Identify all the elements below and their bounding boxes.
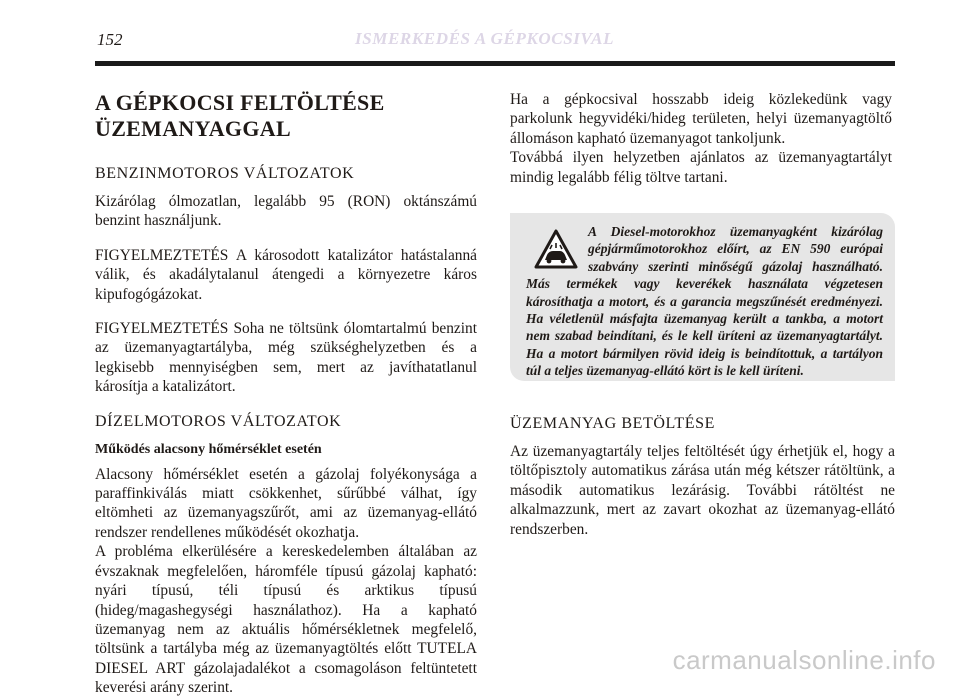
cold-weather-paragraph-2: A probléma elkerülésére a kereskedelemben általában az évszaknak megfelelően, háromféle típusú gázolaj kapható: nyári típusú, téli típusú és arktikus típusú (hideg/magashegységi használathoz). Ha a kapható üzemanyag nem az aktuális hőmérsékletnek megfelelő, töltsünk a tartályba még az üzemanyagtöltés előtt TUTELA DIESEL ART gázolajadalékot a csomagoláson feltüntetett keverési arány szerint. — [95, 543, 477, 697]
right-column-bottom — [510, 414, 895, 539]
page-number: 152 — [97, 30, 123, 49]
half-tank-paragraph: Továbbá ilyen helyzetben ajánlatos az üzemanyagtartályt mindig legalább félig töltve tartani. — [510, 149, 892, 186]
section-title — [95, 90, 477, 142]
left-column — [95, 90, 477, 698]
section-title-line2: ÜZEMANYAGGAL — [95, 116, 291, 141]
cold-weather-paragraph-1: Alacsony hőmérséklet esetén a gázolaj folyékonysága a paraffinkiválás miatt csökkenhet, sűrűbbé válhat, így eltömheti az üzemanyagszűrőt, ami az üzemanyag-ellátó rendszer rendellenes működését okozhatja. — [95, 465, 477, 541]
diesel-warning-box — [510, 213, 895, 381]
diesel-heading: DÍZELMOTOROS VÁLTOZATOK — [95, 412, 342, 430]
petrol-warning-1: FIGYELMEZTETÉS A károsodott katalizátor hatástalanná válik, és akadálytalanul átengedi a környezetre káros kipufogógázokat. — [95, 246, 477, 303]
car-damage-warning-icon — [534, 229, 578, 269]
section-title-line1: A GÉPKOCSI FELTÖLTÉSE — [95, 90, 385, 115]
mountain-paragraph: Ha a gépkocsival hosszabb ideig közlekedünk vagy parkolunk hegyvidéki/hideg területen, helyi üzemanyagtöltő állomáson kapható üzemanyagot tankoljunk. — [510, 91, 892, 147]
petrol-heading: BENZINMOTOROS VÁLTOZATOK — [95, 165, 355, 182]
diesel-warning-text: A Diesel-motorokhoz üzemanyagként kizárólag gépjárműmotorokhoz előírt, az EN 590 európai szabvány szerinti minőségű gázolaj használható. Más termékek vagy keverékek használata végzetesen károsíthatja a motort, és a garancia megszűnését eredményezi. Ha véletlenül másfajta üzemanyag került a tankba, a motort nem szabad beindítani, és le kell üríteni az üzemanyagtartályt. Ha a motort bármilyen rövid ideig is beindítottuk, a tartályon túl a teljes üzemanyag-ellátó kört is le kell üríteni. — [526, 224, 883, 379]
running-title: ISMERKEDÉS A GÉPKOCSIVAL — [355, 29, 615, 48]
refuel-paragraph: Az üzemanyagtartály teljes feltöltését úgy érhetjük el, hogy a töltőpisztoly automatikus zárása után még kétszer rátöltünk, a második automatikus lezárásig. További rátöltést ne alkalmazzunk, mert az zavart okozhat az üzemanyag-ellátó rendszerben. — [510, 443, 895, 538]
header-rule — [95, 61, 895, 66]
watermark: carmanualsonline.info — [672, 645, 936, 675]
cold-weather-subheading: Működés alacsony hőmérséklet esetén — [95, 441, 322, 457]
right-column-top — [510, 90, 892, 187]
refuel-heading: ÜZEMANYAG BETÖLTÉSE — [510, 415, 716, 432]
petrol-warning-2: FIGYELMEZTETÉS Soha ne töltsünk ólomtartalmú benzint az üzemanyagtartályba, még szükséghelyzetben és a legkisebb mennyiségben sem, mert az javíthatatlanul károsítja a katalizátort. — [95, 320, 477, 396]
petrol-paragraph-1: Kizárólag ólmozatlan, legalább 95 (RON) oktánszámú benzint használjunk. — [95, 193, 477, 230]
